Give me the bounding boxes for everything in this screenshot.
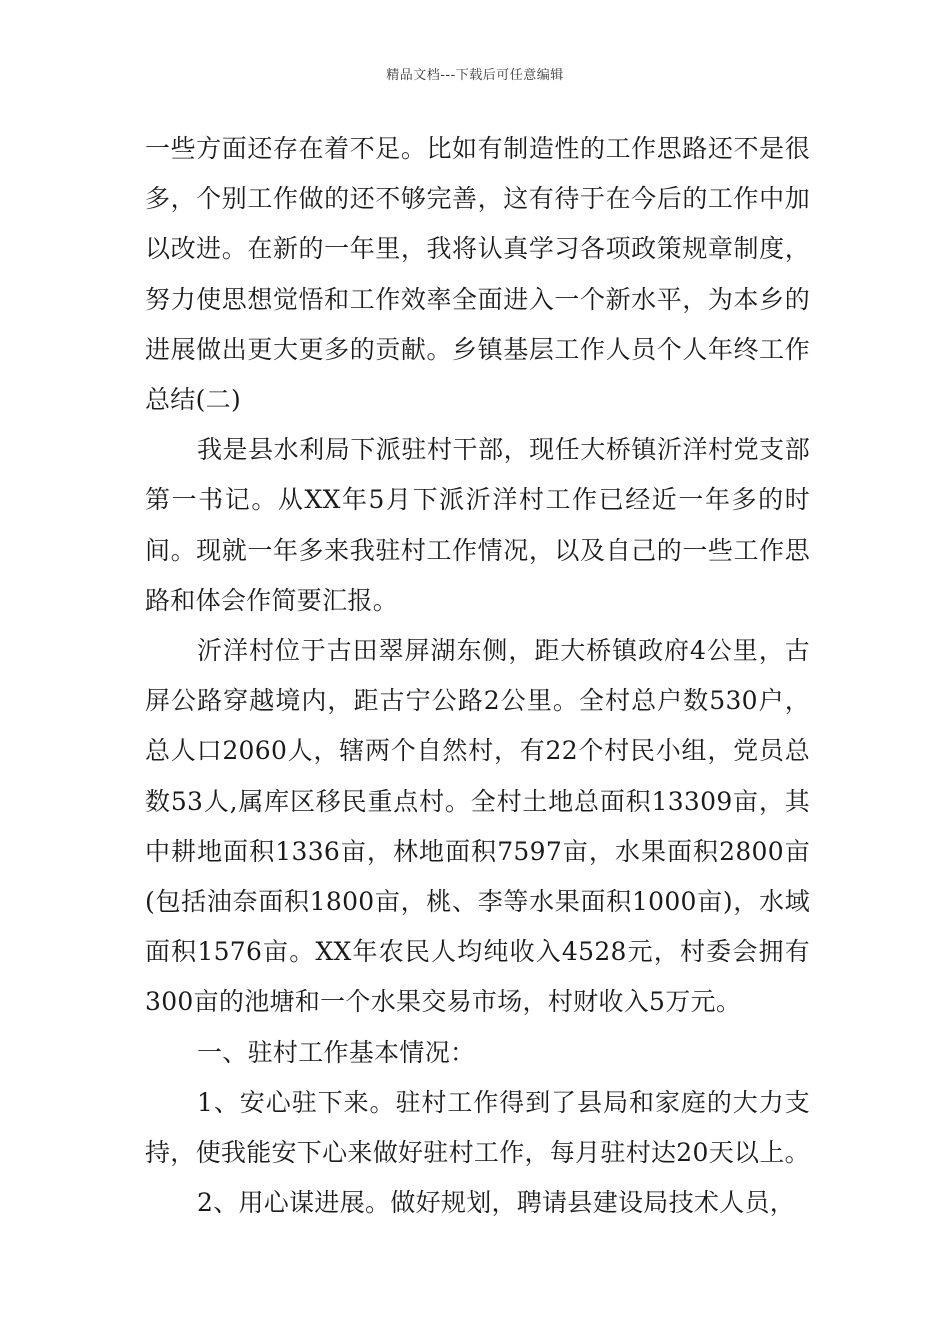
paragraph-introduction: 我是县水利局下派驻村干部，现任大桥镇沂洋村党支部第一书记。从XX年5月下派沂洋村工作已经近一年多的时间。现就一年多来我驻村工作情况，以及自己的一些工作思路和体会作简要汇报。 bbox=[145, 435, 810, 615]
paragraph-summary-ending: 一些方面还存在着不足。比如有制造性的工作思路还不是很多，个别工作做的还不够完善，这有待于在今后的工作中加以改进。在新的一年里，我将认真学习各项政策规章制度，努力使思想觉悟和工作效率全面进入一个新水平，为本乡的进展做出更大更多的贡献。乡镇基层工作人员个人年终工作总结(二) bbox=[145, 134, 810, 415]
paragraph-item-1: 1、安心驻下来。驻村工作得到了县局和家庭的大力支持，使我能安下心来做好驻村工作，每月驻村达20天以上。 bbox=[145, 1087, 810, 1168]
paragraph-item-2: 2、用心谋进展。做好规划，聘请县建设局技术人员， bbox=[197, 1188, 796, 1218]
page-header: 精品文档---下载后可任意编辑 bbox=[386, 68, 564, 83]
section-heading-basic-situation: 一、驻村工作基本情况： bbox=[197, 1037, 476, 1067]
document-body bbox=[145, 124, 810, 1228]
paragraph-village-profile: 沂洋村位于古田翠屏湖东侧，距大桥镇政府4公里，古屏公路穿越境内，距古宁公路2公里。全村总户数530户，总人口2060人，辖两个自然村，有22个村民小组，党员总数53人,属库区移民重点村。全村土地总面积13309亩，其中耕地面积1336亩，林地面积7597亩，水果面积2800亩(包括油奈面积1800亩，桃、李等水果面积1000亩)，水域面积1576亩。XX年农民人均纯收入4528元，村委会拥有300亩的池塘和一个水果交易市场，村财收入5万元。 bbox=[145, 636, 810, 1017]
